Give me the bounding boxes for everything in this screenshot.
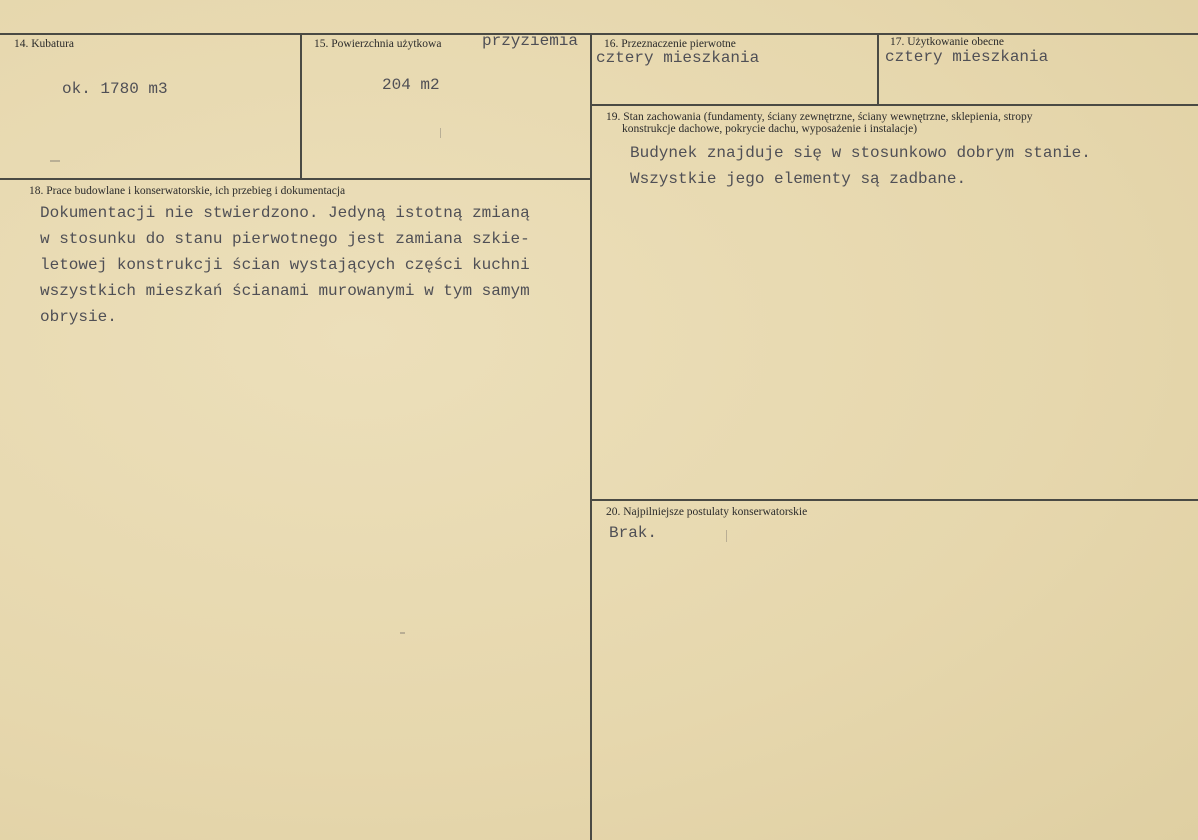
field-15-value: 204 m2 bbox=[382, 76, 440, 94]
divider-14-15 bbox=[300, 33, 302, 179]
field-19-line: Wszystkie jego elementy są zadbane. bbox=[630, 170, 967, 188]
top-border bbox=[0, 33, 1198, 35]
divider-row1-row2-left bbox=[0, 178, 592, 180]
divider-17-19 bbox=[592, 104, 1198, 106]
field-18-label: 18. Prace budowlane i konserwatorskie, ich przebieg i dokumentacja bbox=[29, 185, 346, 197]
paper-speck bbox=[440, 128, 441, 138]
field-14-label: 14. Kubatura bbox=[14, 38, 75, 50]
field-15-label-extra: przyziemia bbox=[482, 32, 579, 50]
field-19-label-line1: 19. Stan zachowania (fundamenty, ściany zewnętrzne, ściany wewnętrzne, sklepienia, stropy bbox=[606, 111, 1033, 123]
paper-speck bbox=[50, 160, 60, 162]
field-15-label: 15. Powierzchnia użytkowa bbox=[314, 38, 442, 50]
paper-speck bbox=[726, 530, 727, 542]
field-16-value: cztery mieszkania bbox=[596, 49, 760, 67]
center-divider bbox=[590, 33, 592, 840]
field-17-value: cztery mieszkania bbox=[885, 48, 1049, 66]
field-16-label: 16. Przeznaczenie pierwotne bbox=[604, 38, 736, 50]
field-17-label: 17. Użytkowanie obecne bbox=[890, 36, 1005, 48]
divider-19-20 bbox=[592, 499, 1198, 501]
field-19-label-line2: konstrukcje dachowe, pokrycie dachu, wyposażenie i instalacje) bbox=[622, 123, 918, 135]
field-18-line: obrysie. bbox=[40, 308, 117, 326]
field-20-label: 20. Najpilniejsze postulaty konserwatorskie bbox=[606, 506, 808, 518]
field-18-line: Dokumentacji nie stwierdzono. Jedyną istotną zmianą bbox=[40, 204, 530, 222]
field-18-line: wszystkich mieszkań ścianami murowanymi w tym samym bbox=[40, 282, 530, 300]
field-14-value: ok. 1780 m3 bbox=[62, 80, 168, 98]
field-18-line: letowej konstrukcji ścian wystających części kuchni bbox=[40, 256, 530, 274]
field-20-value: Brak. bbox=[609, 524, 658, 542]
field-18-text bbox=[40, 200, 530, 330]
divider-16-17 bbox=[877, 33, 879, 105]
field-18-line: w stosunku do stanu pierwotnego jest zamiana szkie- bbox=[40, 230, 530, 248]
field-19-text bbox=[630, 140, 1091, 192]
field-19-line: Budynek znajduje się w stosunkowo dobrym stanie. bbox=[630, 144, 1091, 162]
paper-speck bbox=[400, 632, 405, 634]
